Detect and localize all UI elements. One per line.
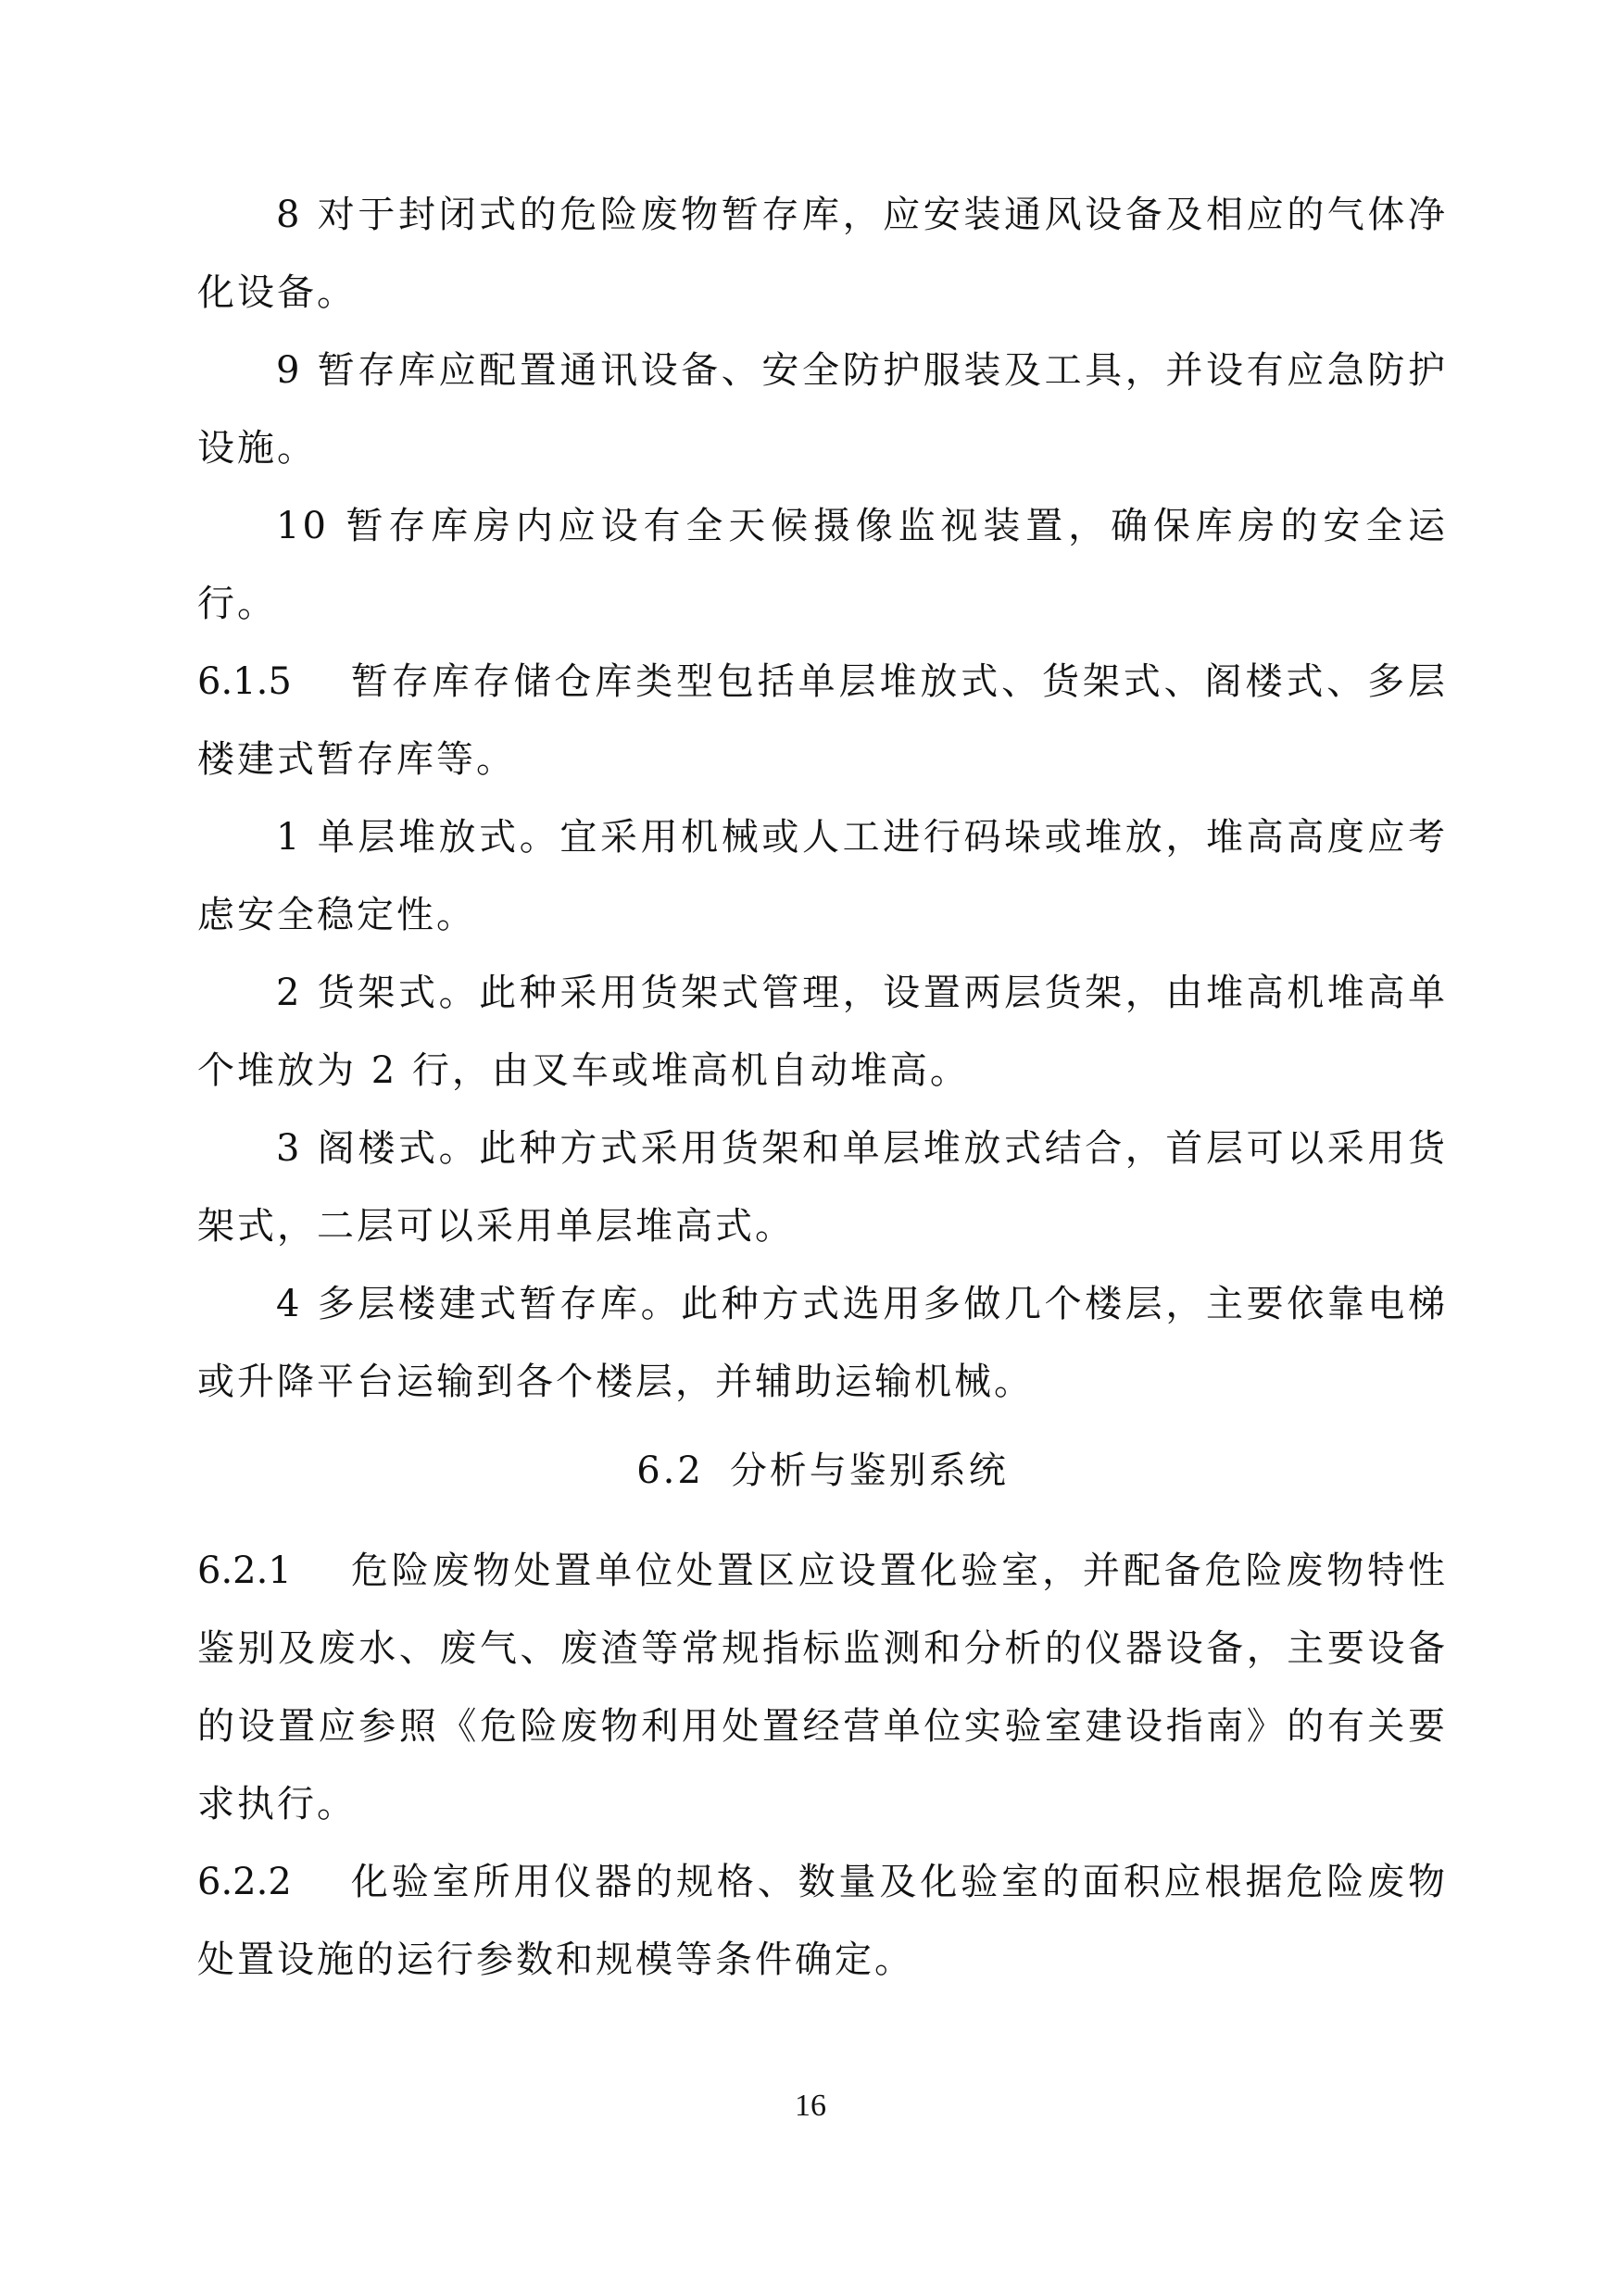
list-item-2: 2 货架式。此种采用货架式管理，设置两层货架，由堆高机堆高单个堆放为 2 行，由叉车或堆高机自动堆高。 xyxy=(197,972,1448,1092)
clause-number: 6.1.5 xyxy=(197,660,292,703)
clause-number: 6.2.1 xyxy=(197,1549,292,1592)
list-item-9: 9 暂存库应配置通讯设备、安全防护服装及工具，并设有应急防护设施。 xyxy=(197,349,1448,470)
clause-number: 6.2.2 xyxy=(197,1861,292,1903)
clause-6-1-5 xyxy=(197,643,1448,798)
list-item-1: 1 单层堆放式。宜采用机械或人工进行码垛或堆放，堆高高度应考虑安全稳定性。 xyxy=(197,816,1448,936)
section-number: 6.2 xyxy=(636,1449,704,1492)
list-item-8: 8 对于封闭式的危险废物暂存库，应安装通风设备及相应的气体净化设备。 xyxy=(197,194,1448,314)
section-title: 分析与鉴别系统 xyxy=(729,1449,1009,1492)
clause-text: 化验室所用仪器的规格、数量及化验室的面积应根据危险废物处置设施的运行参数和规模等条件确定。 xyxy=(197,1861,1448,1981)
section-heading xyxy=(197,1432,1448,1510)
clause-6-2-1 xyxy=(197,1532,1448,1843)
clause-text: 危险废物处置单位处置区应设置化验室，并配备危险废物特性鉴别及废水、废气、废渣等常规指标监测和分析的仪器设备，主要设备的设置应参照《危险废物利用处置经营单位实验室建设指南》的有关要求执行。 xyxy=(197,1549,1448,1826)
list-item-3: 3 阁楼式。此种方式采用货架和单层堆放式结合，首层可以采用货架式，二层可以采用单层堆高式。 xyxy=(197,1127,1448,1248)
page-number: 16 xyxy=(795,2089,826,2123)
list-item-4: 4 多层楼建式暂存库。此种方式选用多做几个楼层，主要依靠电梯或升降平台运输到各个楼层，并辅助运输机械。 xyxy=(197,1283,1448,1403)
list-item-10: 10 暂存库房内应设有全天候摄像监视装置，确保库房的安全运行。 xyxy=(197,505,1448,625)
document-body xyxy=(197,176,1448,1999)
clause-6-2-2 xyxy=(197,1843,1448,1999)
clause-text: 暂存库存储仓库类型包括单层堆放式、货架式、阁楼式、多层楼建式暂存库等。 xyxy=(197,660,1448,781)
